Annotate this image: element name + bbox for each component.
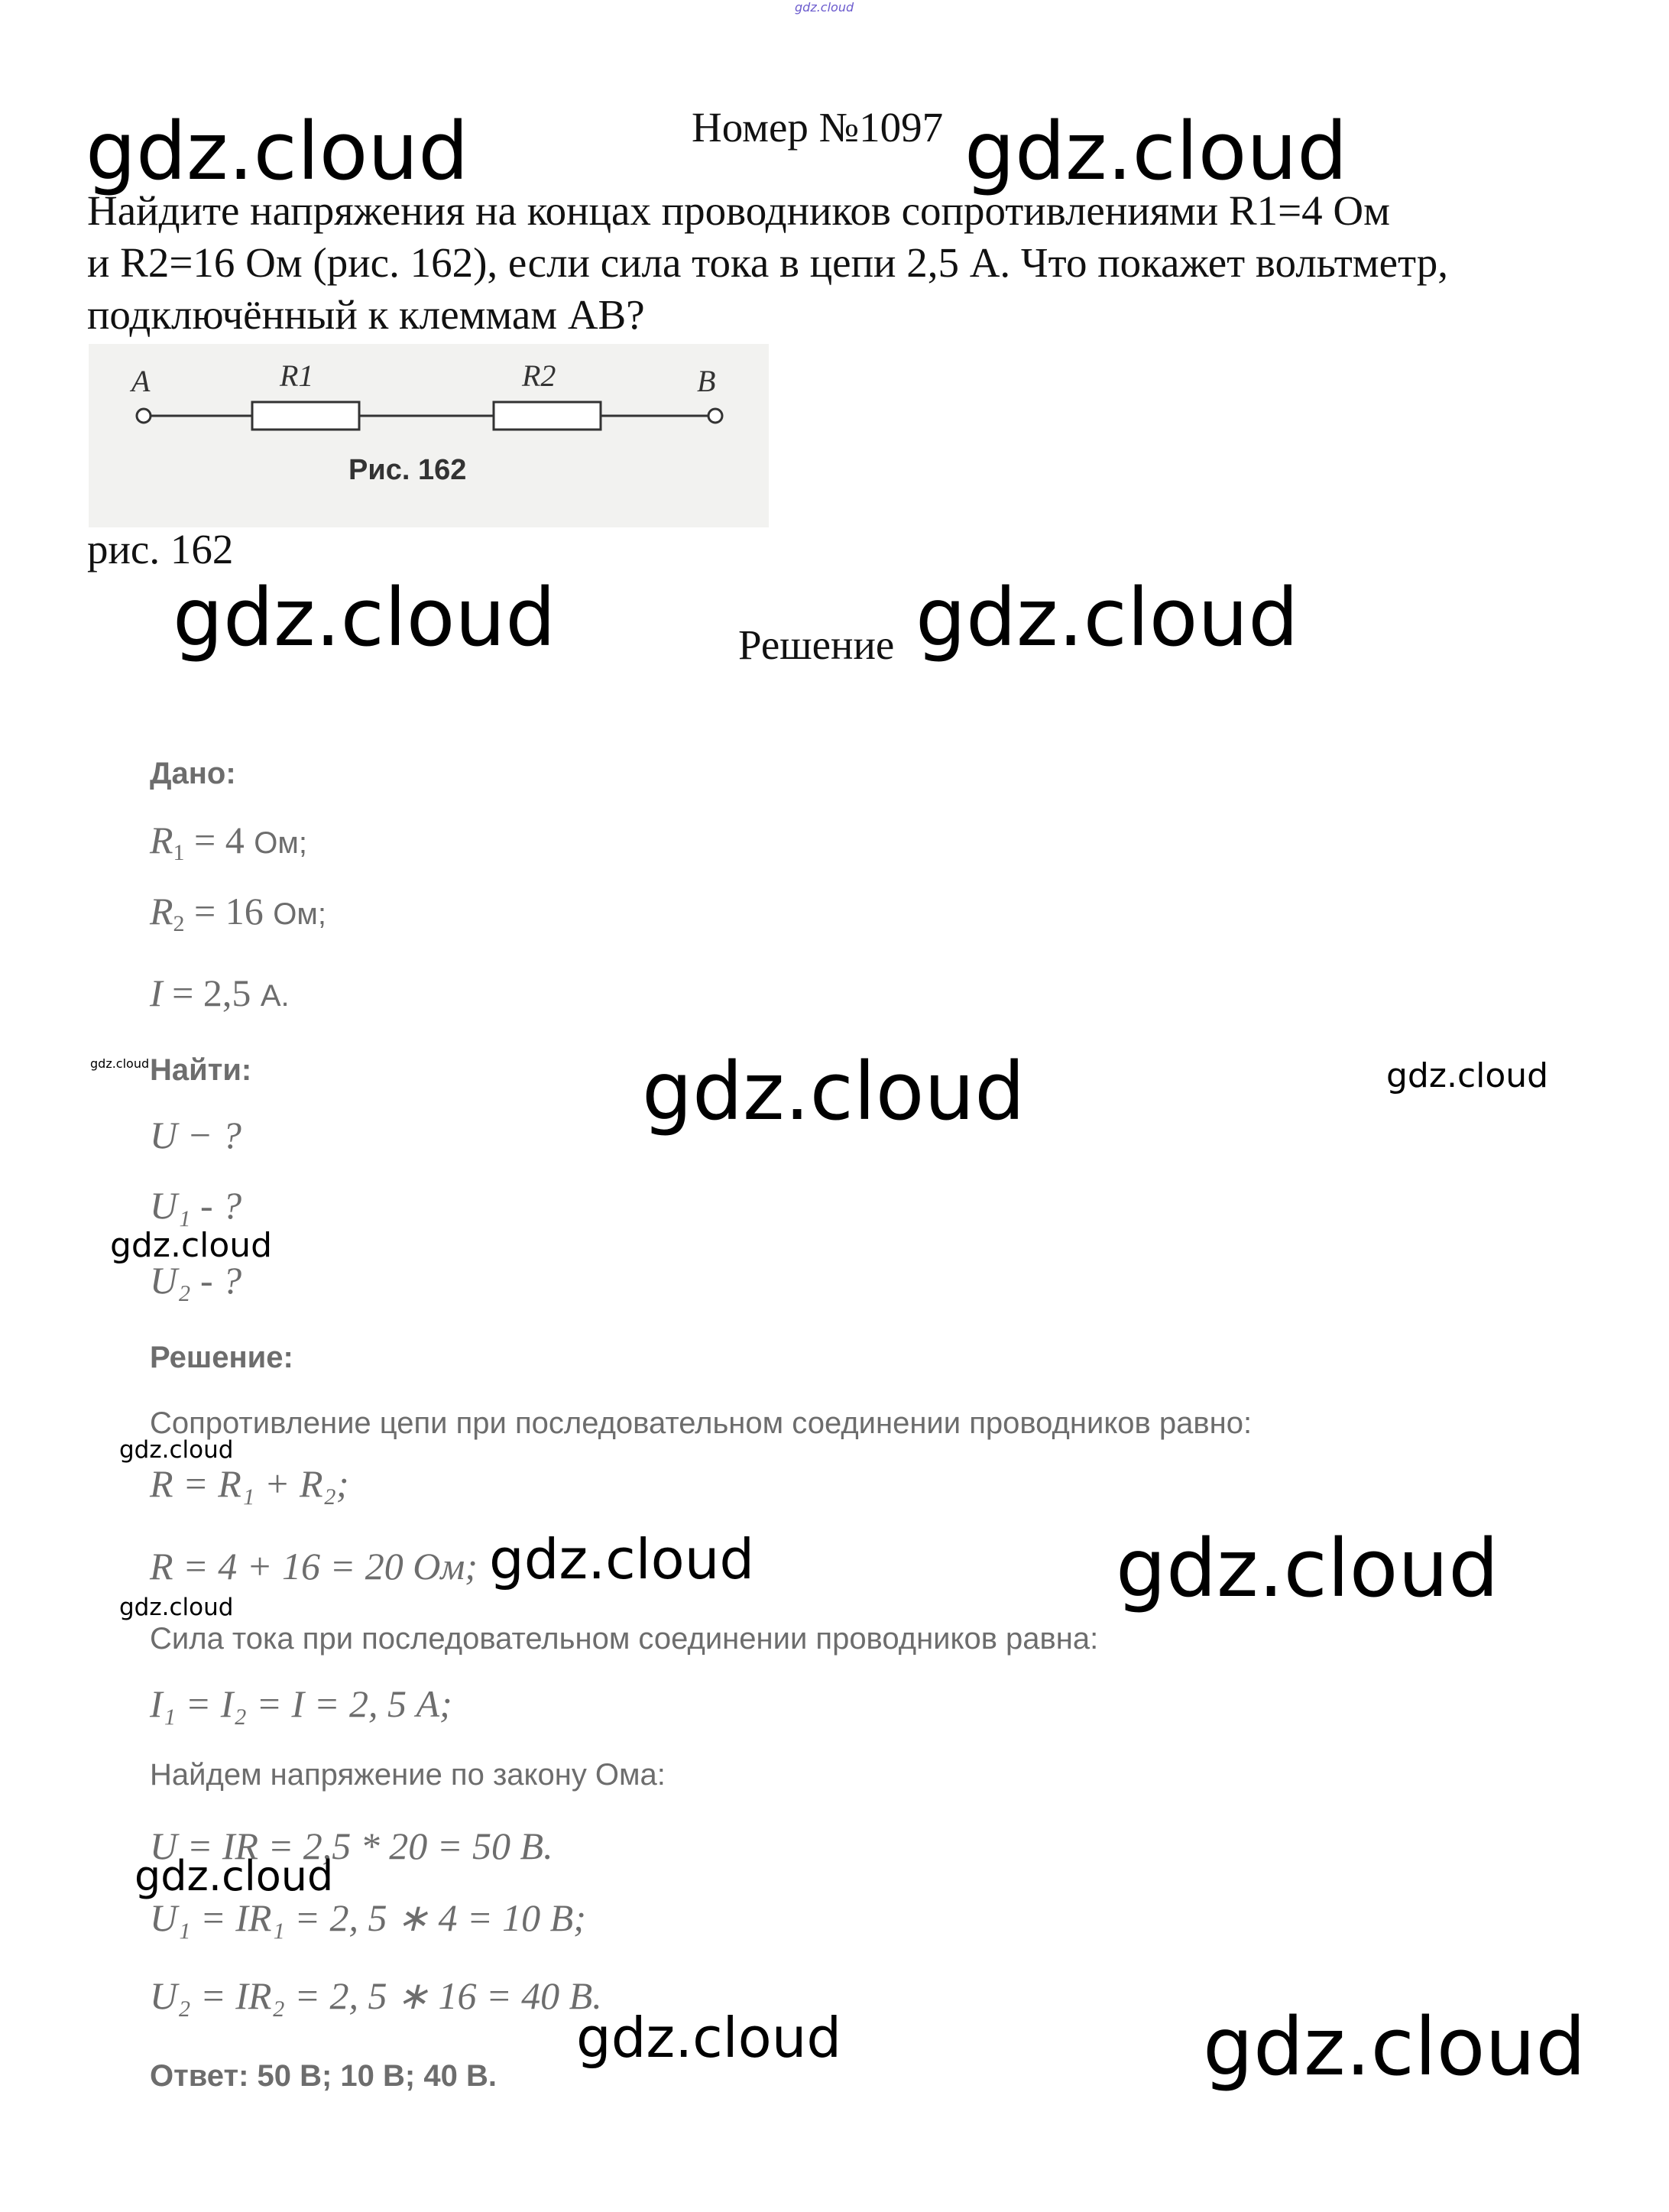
watermark-large: gdz.cloud — [964, 105, 1348, 198]
find-label: Найти: — [150, 1053, 252, 1087]
watermark-large: gdz.cloud — [916, 571, 1299, 664]
watermark-tiny: gdz.cloud — [90, 1056, 150, 1071]
answer: Ответ: 50 В; 10 В; 40 В. — [150, 2059, 497, 2093]
find-u1: U₁ - ? — [150, 1184, 242, 1227]
circuit-diagram — [89, 344, 769, 527]
given-i: I = 2,5 А. — [150, 971, 290, 1014]
given-r1: $R_1 = 4$ Ом; — [150, 819, 307, 865]
watermark-large: gdz.cloud — [1203, 2000, 1586, 2094]
calc-u1: U₁ = IR₁ = 2, 5 ∗ 4 = 10 В; — [150, 1896, 586, 1939]
given-label: Дано: — [150, 757, 236, 790]
problem-text — [87, 185, 1448, 341]
calc-resistance: R = 4 + 16 = 20 Ом; — [150, 1545, 478, 1588]
problem-line: и R2=16 Ом (рис. 162), если сила тока в цепи 2,5 А. Что покажет вольтметр, — [87, 239, 1448, 286]
problem-number: Номер №1097 — [692, 104, 944, 151]
watermark-medium: gdz.cloud — [1386, 1056, 1549, 1095]
watermark-small: gdz.cloud — [119, 1436, 234, 1464]
watermark-medium: gdz.cloud — [134, 1852, 334, 1900]
watermark-large: gdz.cloud — [173, 571, 556, 664]
solution-label: Решение: — [150, 1341, 293, 1374]
watermark-large: gdz.cloud — [642, 1045, 1026, 1138]
label-a: A — [131, 364, 151, 398]
label-b: B — [697, 364, 716, 398]
terminal-a — [137, 409, 151, 423]
watermark-top: gdz.cloud — [795, 0, 854, 15]
terminal-b — [708, 409, 722, 423]
text-current: Сила тока при последовательном соединении проводников равна: — [150, 1622, 1099, 1656]
watermark-small: gdz.cloud — [119, 1594, 234, 1621]
watermark-large: gdz.cloud — [1116, 1522, 1499, 1615]
label-r1: R1 — [280, 358, 314, 393]
resistor-r2 — [494, 402, 601, 430]
figure-caption-inside: Рис. 162 — [348, 454, 467, 486]
watermark-medium-large: gdz.cloud — [576, 2006, 842, 2070]
problem-line: Найдите напряжения на концах проводников сопротивлениями R1=4 Ом — [87, 187, 1390, 234]
watermark-large: gdz.cloud — [86, 105, 469, 198]
watermark-medium: gdz.cloud — [110, 1226, 273, 1265]
calc-u: U = IR = 2,5 * 20 = 50 В. — [150, 1824, 553, 1867]
find-u2: U₂ - ? — [150, 1259, 242, 1302]
circuit-figure — [89, 344, 769, 527]
formula-resistance: R = R₁ + R₂; — [150, 1462, 349, 1505]
find-u: U − ? — [150, 1114, 241, 1156]
figure-caption: рис. 162 — [87, 526, 234, 572]
given-r2: $R_2 = 16$ Ом; — [150, 890, 326, 936]
calc-u2: U₂ = IR₂ = 2, 5 ∗ 16 = 40 В. — [150, 1974, 602, 2017]
text-ohm: Найдем напряжение по закону Ома: — [150, 1758, 666, 1792]
label-r2: R2 — [522, 358, 556, 393]
problem-line: подключённый к клеммам AB? — [87, 291, 645, 338]
watermark-medium-large: gdz.cloud — [489, 1527, 755, 1591]
formula-current: I₁ = I₂ = I = 2, 5 А; — [150, 1682, 452, 1725]
resistor-r1 — [252, 402, 359, 430]
text-resistance: Сопротивление цепи при последовательном соединении проводников равно: — [150, 1406, 1253, 1440]
solution-heading: Решение — [738, 621, 895, 668]
